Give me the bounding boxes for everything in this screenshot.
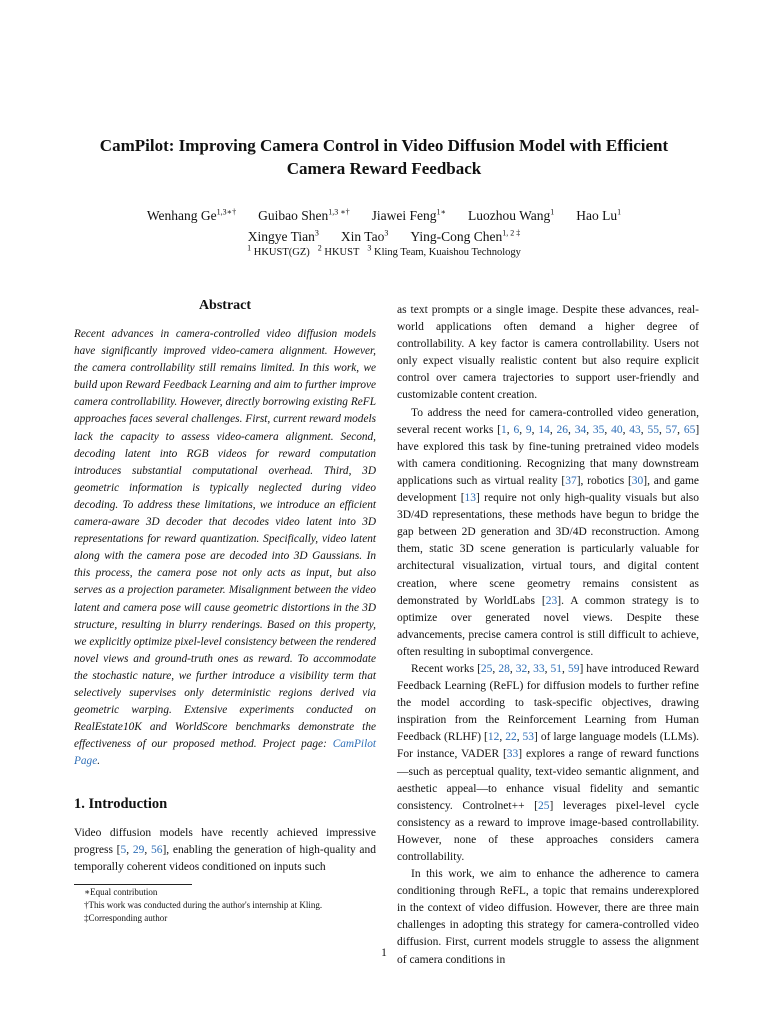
citation-link[interactable]: 55: [647, 423, 659, 436]
citation-link[interactable]: 25: [538, 799, 550, 812]
citation-link[interactable]: 13: [464, 492, 477, 505]
author-affiliation-mark: 1∗: [436, 207, 446, 217]
author-affiliation-mark: 3: [314, 228, 319, 238]
author-name: Guibao Shen$^{1,3 ∗\dagger}$: [258, 207, 350, 223]
author-affiliation-mark: 1,3∗†: [216, 207, 237, 217]
author-affiliation-mark: 1: [617, 207, 622, 217]
citation-link[interactable]: 1: [501, 423, 507, 436]
citation-link[interactable]: 29: [132, 844, 145, 857]
title-line-2: Camera Reward Feedback: [286, 159, 482, 178]
affiliation: $^3$ Kling Team, Kuaishou Technology: [367, 243, 521, 258]
author-affiliation-mark: 1,3 ∗†: [328, 207, 350, 217]
citation-link[interactable]: 51: [550, 662, 563, 675]
body-paragraph: Recent works [25, 28, 32, 33, 51, 59] have introduced Reward Feedback Learning (ReFL) for diffusion models to further refine the model according to task-specific objectives, drawing inspiration from the Reinforcement Learning from Human Feedback (RLHF) [12, 22, 53] of large language models (LLMs). For instance, VADER [33] explores a range of reward functions—such as perceptual quality, text-video semantic alignment, and aesthetic appeal—to enhance visual fidelity and semantic consistency. Controlnet++ [25] leverages pixel-level cycle consistency as a reward to improve image-based controllability. However, none of these approaches considers camera controllability.: [397, 662, 700, 863]
footnotes: [84, 886, 322, 925]
author-name: Xin Tao$^3$: [340, 228, 389, 244]
citation-link[interactable]: 57: [665, 423, 678, 436]
citation-link[interactable]: 32: [515, 662, 528, 675]
body-paragraph: as text prompts or a single image. Despite these advances, real-world applications often demand a higher degree of controllability. A key factor is camera controllability. Users not only expect visually realistic content but also require explicit control over camera trajectories to support user-friendly and customizable content creation.: [397, 304, 699, 402]
citation-link[interactable]: 43: [629, 423, 641, 436]
author-name: Hao Lu$^1$: [576, 207, 622, 223]
author-name: Jiawei Feng$^{1∗}$: [371, 207, 446, 223]
citation-link[interactable]: 9: [525, 423, 532, 436]
authors-row-2: [0, 227, 768, 247]
citation-link[interactable]: 34: [574, 423, 587, 436]
right-column-text: [397, 302, 699, 969]
author-name: Luozhou Wang$^1$: [467, 207, 555, 223]
abstract-end-period: .: [97, 755, 101, 768]
affiliations: [0, 243, 768, 258]
citation-link[interactable]: 40: [611, 423, 623, 436]
citation-link[interactable]: 53: [522, 731, 535, 744]
citation-link[interactable]: 26: [556, 423, 568, 436]
footnote-internship: †This work was conducted during the author's internship at Kling.: [84, 900, 323, 910]
citation-link[interactable]: 30: [631, 474, 644, 487]
citation-link[interactable]: 12: [487, 731, 500, 744]
citation-link[interactable]: 28: [498, 662, 510, 675]
citation-link[interactable]: 25: [480, 662, 493, 675]
page-number: 1: [381, 947, 387, 959]
citation-link[interactable]: 14: [538, 423, 550, 436]
affiliation: $^1$ HKUST(GZ): [247, 243, 310, 258]
footnote-rule: [74, 884, 192, 885]
paper-title: [0, 134, 768, 180]
abstract-text: Recent advances in camera-controlled video diffusion models have significantly improved video-camera alignment. However, the camera controllability still remains limited. In this work, we build upon Reward Feedback Learning and aim to further improve camera controllability. However, directly borrowing existing ReFL approaches faces several challenges. First, current reward models lack the capacity to assess video-camera alignment. Second, decoding latent into RGB videos for reward computation introduces substantial computational overhead. Third, 3D geometric information is typically neglected during video decoding. To address these limitations, we introduce an efficient camera-aware 3D decoder that decodes video latent into 3D representations for reward quantization. Specifically, video latent along with the camera pose are decoded into 3D Gaussians. In this process, the camera pose not only acts as input, but also serves as a projection parameter. Misalignment between the video latent and camera pose will cause geometric distortions in the 3D structure, resulting in blurry renderings. Based on this property, we explicitly optimize pixel-level consistency between the rendered novel views and ground-truth ones as reward. To accommodate the stochastic nature, we further introduce a visibility term that selectively supervises only deterministic regions derived via geometric warping. Extensive experiments conducted on RealEstate10K and WorldScore benchmarks demonstrate the effectiveness of our proposed method. Project page:: [74, 328, 376, 751]
citation-link[interactable]: 35: [592, 423, 605, 436]
title-line-1: CamPilot: Improving Camera Control in Video Diffusion Model with Efficient: [99, 136, 669, 155]
project-page-link[interactable]: CamPilot Page: [74, 738, 376, 768]
affiliation: $^2$ HKUST: [317, 243, 360, 258]
author-affiliation-mark: 3: [384, 228, 389, 238]
body-paragraph: To address the need for camera-controlled video generation, several recent works [1, 6, 9, 14, 26, 34, 35, 40, 43, 55, 57, 65] have explored this task by fine-tuning pretrained video models with camera conditioning. Recognizing that many downstream applications such as virtual reality [37], robotics [30], and game development [13] require not only high-quality visuals but also 3D/4D representations, these methods have begun to bridge the gap between 2D generation and 3D/4D reconstruction. Among them, static 3D scene generation is particularly valuable for architectural visualization, virtual tours, and digital content creation, where scene geometry remains consistent as demonstrated by WorldLabs [23]. A common strategy is to optimize over generated novel views. Despite these advancements, precise camera control is still difficult to achieve, often resulting in suboptimal convergence.: [397, 406, 700, 658]
author-affiliation-mark: 1, 2 ‡: [502, 228, 521, 238]
author-name: Wenhang $Ge^{1,3∗\dagger}$: [146, 207, 237, 223]
author-name: Ying-Cong Chen$^{1, 2 \ddagger}$: [410, 228, 521, 244]
citation-link[interactable]: 37: [565, 474, 577, 487]
citation-link[interactable]: 22: [505, 731, 517, 744]
body-paragraph: In this work, we aim to enhance the adherence to camera conditioning through ReFL, a topic that remains underexplored in the context of video diffusion. However, there are three main challenges in adopting this strategy for camera-controlled video diffusion. First, current models struggle to assess the alignment of camera conditions in: [397, 868, 699, 966]
citation-link[interactable]: 65: [683, 423, 696, 436]
author-name: Xingye Tian$^3$: [247, 228, 319, 244]
citation-link[interactable]: 6: [513, 423, 520, 436]
author-affiliation-mark: 1: [550, 207, 555, 217]
citation-link[interactable]: 33: [506, 748, 519, 761]
citation-link[interactable]: 33: [533, 662, 545, 675]
footnote-equal: ∗Equal contribution: [84, 887, 158, 897]
citation-link[interactable]: 56: [150, 844, 163, 857]
abstract-heading: Abstract: [198, 298, 252, 313]
citation-link[interactable]: 23: [545, 594, 558, 607]
abstract-body: [74, 326, 376, 770]
introduction-heading: 1. Introduction: [74, 796, 168, 812]
authors-row-1: [0, 206, 768, 226]
footnote-corresponding: ‡Corresponding author: [84, 913, 168, 923]
citation-link[interactable]: 5: [120, 844, 127, 857]
citation-link[interactable]: 59: [567, 662, 580, 675]
intro-paragraph: Video diffusion models have recently achieved impressive progress [5, 29, 56], enabling the generation of high-quality and temporally coherent videos conditioned on inputs such: [74, 827, 377, 874]
introduction-left-text: [74, 825, 376, 877]
